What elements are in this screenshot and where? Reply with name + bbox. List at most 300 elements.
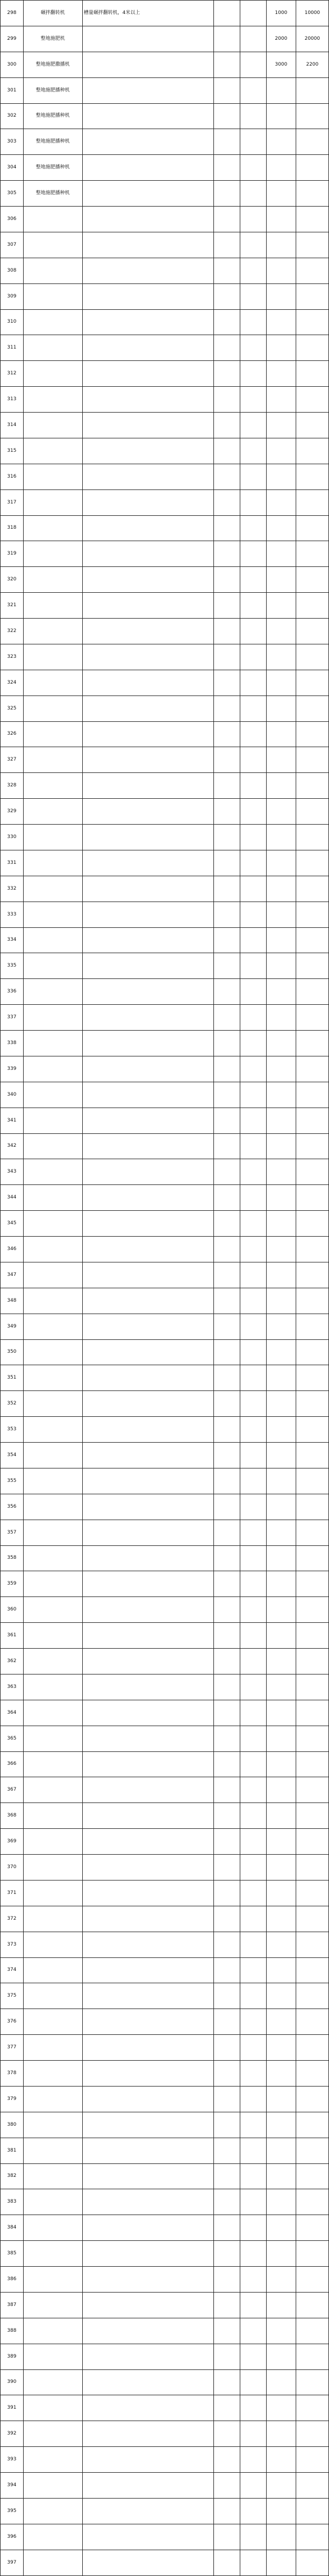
- machine-spec: [82, 2061, 213, 2087]
- value-2: [240, 2061, 267, 2087]
- machine-name: [23, 515, 82, 541]
- table-row: [1, 1829, 329, 1855]
- table-row: [1, 1957, 329, 1983]
- row-number: 361: [1, 1623, 24, 1649]
- machine-name: [23, 747, 82, 773]
- machine-name: [23, 2498, 82, 2524]
- value-1: [214, 2447, 240, 2473]
- row-number: 369: [1, 1829, 24, 1855]
- row-number: 313: [1, 387, 24, 413]
- value-1: [214, 644, 240, 670]
- row-number: 373: [1, 1932, 24, 1957]
- value-1: [214, 2267, 240, 2293]
- value-1: [214, 1391, 240, 1417]
- machine-name: [23, 1056, 82, 1082]
- value-1: [214, 387, 240, 413]
- value-1: [214, 361, 240, 387]
- row-number: 309: [1, 283, 24, 309]
- table-row: [1, 2189, 329, 2215]
- row-number: 341: [1, 1108, 24, 1133]
- row-number: 376: [1, 2009, 24, 2035]
- table-row: [1, 696, 329, 721]
- value-4: [296, 644, 328, 670]
- value-3: [266, 438, 296, 464]
- machine-name: [23, 361, 82, 387]
- machine-spec: [82, 309, 213, 335]
- row-number: 316: [1, 464, 24, 489]
- table-row: [1, 1520, 329, 1545]
- value-2: [240, 1339, 267, 1365]
- value-3: [266, 2138, 296, 2163]
- value-4: [296, 2241, 328, 2267]
- value-2: [240, 696, 267, 721]
- value-3: [266, 1108, 296, 1133]
- value-3: [266, 825, 296, 850]
- value-4: [296, 1031, 328, 1056]
- value-4: [296, 567, 328, 593]
- value-1: [214, 1211, 240, 1237]
- row-number: 302: [1, 103, 24, 129]
- machine-spec: [82, 283, 213, 309]
- value-1: [214, 438, 240, 464]
- value-3: [266, 1056, 296, 1082]
- machine-name: [23, 670, 82, 696]
- value-3: [266, 1443, 296, 1468]
- value-4: [296, 2473, 328, 2499]
- value-1: [214, 2241, 240, 2267]
- machine-name: [23, 696, 82, 721]
- value-2: [240, 258, 267, 283]
- table-row: [1, 567, 329, 593]
- machine-spec: [82, 696, 213, 721]
- machine-spec: [82, 77, 213, 103]
- machine-name: [23, 1932, 82, 1957]
- value-3: [266, 1674, 296, 1700]
- value-4: [296, 1545, 328, 1571]
- value-2: [240, 876, 267, 902]
- machine-spec: [82, 1932, 213, 1957]
- value-2: [240, 1005, 267, 1031]
- value-2: [240, 747, 267, 773]
- value-3: [266, 103, 296, 129]
- value-2: [240, 1365, 267, 1391]
- value-3: [266, 77, 296, 103]
- table-row: [1, 1468, 329, 1494]
- value-2: [240, 309, 267, 335]
- value-3: [266, 207, 296, 232]
- value-4: [296, 2215, 328, 2241]
- value-2: [240, 1417, 267, 1443]
- value-1: [214, 1520, 240, 1545]
- machine-name: [23, 2112, 82, 2138]
- value-4: [296, 283, 328, 309]
- machine-spec: [82, 2447, 213, 2473]
- value-1: [214, 1674, 240, 1700]
- value-4: [296, 1339, 328, 1365]
- machine-name: [23, 1314, 82, 1339]
- machine-name: 碾拌翻转机: [23, 1, 82, 26]
- value-2: [240, 1056, 267, 1082]
- value-2: [240, 1288, 267, 1314]
- machine-spec: [82, 413, 213, 438]
- value-4: [296, 2550, 328, 2575]
- value-4: [296, 979, 328, 1005]
- table-row: [1, 2292, 329, 2318]
- value-1: [214, 2369, 240, 2395]
- machine-name: [23, 1443, 82, 1468]
- row-number: 305: [1, 181, 24, 207]
- machine-spec: [82, 1468, 213, 1494]
- value-3: [266, 2395, 296, 2421]
- value-1: [214, 1906, 240, 1932]
- value-2: [240, 1700, 267, 1726]
- machine-spec: [82, 515, 213, 541]
- value-2: [240, 1597, 267, 1623]
- value-2: [240, 2498, 267, 2524]
- machine-name: [23, 438, 82, 464]
- value-2: [240, 1133, 267, 1159]
- value-1: [214, 1031, 240, 1056]
- value-1: [214, 1571, 240, 1597]
- table-row: [1, 1031, 329, 1056]
- row-number: 303: [1, 129, 24, 155]
- value-2: [240, 1185, 267, 1211]
- machine-name: 整地施肥撒播机: [23, 52, 82, 77]
- row-number: 365: [1, 1726, 24, 1751]
- value-1: [214, 1133, 240, 1159]
- value-4: [296, 1571, 328, 1597]
- table-row: [1, 979, 329, 1005]
- row-number: 347: [1, 1262, 24, 1288]
- value-3: [266, 1751, 296, 1777]
- table-row: [1, 1108, 329, 1133]
- value-4: [296, 1314, 328, 1339]
- row-number: 364: [1, 1700, 24, 1726]
- row-number: 329: [1, 799, 24, 825]
- machine-name: [23, 1700, 82, 1726]
- value-4: [296, 2524, 328, 2550]
- value-3: [266, 258, 296, 283]
- machine-name: [23, 2189, 82, 2215]
- value-1: [214, 2086, 240, 2112]
- value-3: [266, 850, 296, 876]
- value-1: [214, 1751, 240, 1777]
- machine-spec: [82, 567, 213, 593]
- row-number: 356: [1, 1494, 24, 1520]
- value-2: [240, 2035, 267, 2061]
- row-number: 370: [1, 1855, 24, 1880]
- value-3: [266, 2241, 296, 2267]
- machine-name: [23, 825, 82, 850]
- table-row: [1, 876, 329, 902]
- value-4: [296, 335, 328, 361]
- value-4: [296, 2163, 328, 2189]
- row-number: 310: [1, 309, 24, 335]
- machine-name: [23, 1803, 82, 1829]
- machine-name: [23, 773, 82, 799]
- value-1: [214, 1237, 240, 1262]
- machine-spec: [82, 1649, 213, 1674]
- table-row: [1, 593, 329, 619]
- machine-spec: [82, 2318, 213, 2344]
- table-row: [1, 1726, 329, 1751]
- value-1: [214, 1365, 240, 1391]
- value-2: [240, 2215, 267, 2241]
- machine-name: [23, 2318, 82, 2344]
- machine-name: [23, 489, 82, 515]
- machine-name: [23, 2369, 82, 2395]
- value-3: [266, 2473, 296, 2499]
- value-4: [296, 361, 328, 387]
- value-4: [296, 232, 328, 258]
- machine-spec: [82, 799, 213, 825]
- row-number: 319: [1, 541, 24, 567]
- row-number: 344: [1, 1185, 24, 1211]
- value-4: [296, 181, 328, 207]
- machine-spec: [82, 1443, 213, 1468]
- machine-name: [23, 1674, 82, 1700]
- table-row: [1, 2009, 329, 2035]
- machine-name: [23, 1777, 82, 1803]
- row-number: 339: [1, 1056, 24, 1082]
- value-4: [296, 103, 328, 129]
- machine-spec: [82, 1700, 213, 1726]
- machine-spec: [82, 387, 213, 413]
- machine-spec: [82, 232, 213, 258]
- machine-name: [23, 1365, 82, 1391]
- machine-name: [23, 1726, 82, 1751]
- value-3: [266, 2447, 296, 2473]
- machine-name: 整地施肥播种机: [23, 181, 82, 207]
- table-row: [1, 1288, 329, 1314]
- value-2: [240, 979, 267, 1005]
- row-number: 366: [1, 1751, 24, 1777]
- row-number: 371: [1, 1880, 24, 1906]
- table-row: [1, 52, 329, 77]
- value-2: [240, 1855, 267, 1880]
- value-3: [266, 1391, 296, 1417]
- value-4: [296, 2086, 328, 2112]
- row-number: 326: [1, 721, 24, 747]
- machine-name: [23, 1211, 82, 1237]
- value-4: [296, 1726, 328, 1751]
- machine-name: [23, 902, 82, 927]
- value-1: [214, 2318, 240, 2344]
- machine-spec: [82, 2344, 213, 2369]
- machine-spec: [82, 181, 213, 207]
- value-1: [214, 1417, 240, 1443]
- value-4: [296, 1159, 328, 1185]
- value-3: [266, 464, 296, 489]
- table-row: [1, 1932, 329, 1957]
- table-row: [1, 129, 329, 155]
- row-number: 362: [1, 1649, 24, 1674]
- machine-spec: [82, 541, 213, 567]
- row-number: 327: [1, 747, 24, 773]
- value-2: [240, 773, 267, 799]
- value-4: [296, 1211, 328, 1237]
- row-number: 311: [1, 335, 24, 361]
- table-row: [1, 670, 329, 696]
- machine-spec: [82, 721, 213, 747]
- value-3: [266, 1855, 296, 1880]
- machine-name: [23, 1983, 82, 2009]
- machine-name: [23, 2138, 82, 2163]
- row-number: 338: [1, 1031, 24, 1056]
- table-row: [1, 309, 329, 335]
- value-3: [266, 2369, 296, 2395]
- machine-spec: [82, 1417, 213, 1443]
- table-row: [1, 438, 329, 464]
- row-number: 336: [1, 979, 24, 1005]
- machine-name: [23, 2395, 82, 2421]
- row-number: 388: [1, 2318, 24, 2344]
- machine-spec: [82, 26, 213, 52]
- machine-spec: [82, 1365, 213, 1391]
- machine-spec: [82, 1803, 213, 1829]
- machine-name: [23, 1649, 82, 1674]
- row-number: 346: [1, 1237, 24, 1262]
- machine-spec: [82, 1031, 213, 1056]
- machine-name: [23, 1520, 82, 1545]
- table-row: [1, 1365, 329, 1391]
- table-row: [1, 515, 329, 541]
- value-1: [214, 1056, 240, 1082]
- value-4: [296, 1520, 328, 1545]
- value-4: [296, 1365, 328, 1391]
- value-2: [240, 26, 267, 52]
- value-3: [266, 232, 296, 258]
- row-number: 307: [1, 232, 24, 258]
- table-row: [1, 464, 329, 489]
- value-1: [214, 1855, 240, 1880]
- table-row: [1, 2498, 329, 2524]
- row-number: 363: [1, 1674, 24, 1700]
- machine-name: [23, 2241, 82, 2267]
- machine-name: [23, 927, 82, 953]
- value-1: [214, 1262, 240, 1288]
- table-row: [1, 619, 329, 644]
- value-1: [214, 1726, 240, 1751]
- value-1: [214, 413, 240, 438]
- table-row: [1, 1777, 329, 1803]
- value-4: [296, 2421, 328, 2447]
- table-row: [1, 2421, 329, 2447]
- value-1: [214, 1443, 240, 1468]
- value-2: [240, 2344, 267, 2369]
- value-2: [240, 902, 267, 927]
- value-3: [266, 1983, 296, 2009]
- table-row: [1, 927, 329, 953]
- row-number: 304: [1, 155, 24, 181]
- machine-spec: 槽量碾拌翻转机，4米以上: [82, 1, 213, 26]
- value-3: [266, 1417, 296, 1443]
- value-3: [266, 1185, 296, 1211]
- table-row: [1, 103, 329, 129]
- value-2: [240, 2138, 267, 2163]
- machine-spec: [82, 1237, 213, 1262]
- table-row: [1, 2369, 329, 2395]
- table-row: [1, 335, 329, 361]
- value-1: [214, 902, 240, 927]
- table-row: [1, 953, 329, 979]
- value-1: [214, 464, 240, 489]
- machine-spec: [82, 2009, 213, 2035]
- value-4: [296, 2369, 328, 2395]
- value-2: [240, 438, 267, 464]
- table-row: [1, 2241, 329, 2267]
- value-3: [266, 2292, 296, 2318]
- machine-spec: [82, 644, 213, 670]
- machine-spec: [82, 1159, 213, 1185]
- machine-name: [23, 1417, 82, 1443]
- value-2: [240, 283, 267, 309]
- value-3: [266, 721, 296, 747]
- value-4: [296, 1443, 328, 1468]
- value-4: [296, 1957, 328, 1983]
- value-3: [266, 1314, 296, 1339]
- machine-name: 整地施肥播种机: [23, 77, 82, 103]
- value-1: [214, 593, 240, 619]
- table-row: [1, 2138, 329, 2163]
- value-4: [296, 2447, 328, 2473]
- value-1: [214, 1829, 240, 1855]
- value-3: [266, 1082, 296, 1108]
- table-row: [1, 2086, 329, 2112]
- machine-spec: [82, 1133, 213, 1159]
- value-1: [214, 1, 240, 26]
- machine-spec: [82, 1571, 213, 1597]
- table-row: [1, 232, 329, 258]
- row-number: 318: [1, 515, 24, 541]
- machine-name: [23, 335, 82, 361]
- table-row: [1, 1597, 329, 1623]
- machine-name: [23, 2061, 82, 2087]
- table-row: [1, 2215, 329, 2241]
- value-2: [240, 1674, 267, 1700]
- row-number: 391: [1, 2395, 24, 2421]
- row-number: 343: [1, 1159, 24, 1185]
- value-4: [296, 1417, 328, 1443]
- machine-spec: [82, 1880, 213, 1906]
- machine-spec: [82, 670, 213, 696]
- machine-spec: [82, 1983, 213, 2009]
- row-number: 374: [1, 1957, 24, 1983]
- table-body: [1, 1, 329, 2576]
- machine-name: 整地施肥播种机: [23, 129, 82, 155]
- table-row: [1, 1571, 329, 1597]
- table-row: [1, 902, 329, 927]
- value-1: [214, 1880, 240, 1906]
- row-number: 357: [1, 1520, 24, 1545]
- value-2: [240, 1932, 267, 1957]
- value-3: [266, 387, 296, 413]
- machine-spec: [82, 2369, 213, 2395]
- value-1: [214, 335, 240, 361]
- value-3: [266, 1649, 296, 1674]
- value-3: [266, 2267, 296, 2293]
- machine-spec: [82, 979, 213, 1005]
- row-number: 385: [1, 2241, 24, 2267]
- machine-spec: [82, 747, 213, 773]
- machine-name: [23, 953, 82, 979]
- value-4: [296, 387, 328, 413]
- table-row: [1, 541, 329, 567]
- machine-spec: [82, 927, 213, 953]
- machine-spec: [82, 1211, 213, 1237]
- value-3: [266, 1777, 296, 1803]
- machine-name: [23, 387, 82, 413]
